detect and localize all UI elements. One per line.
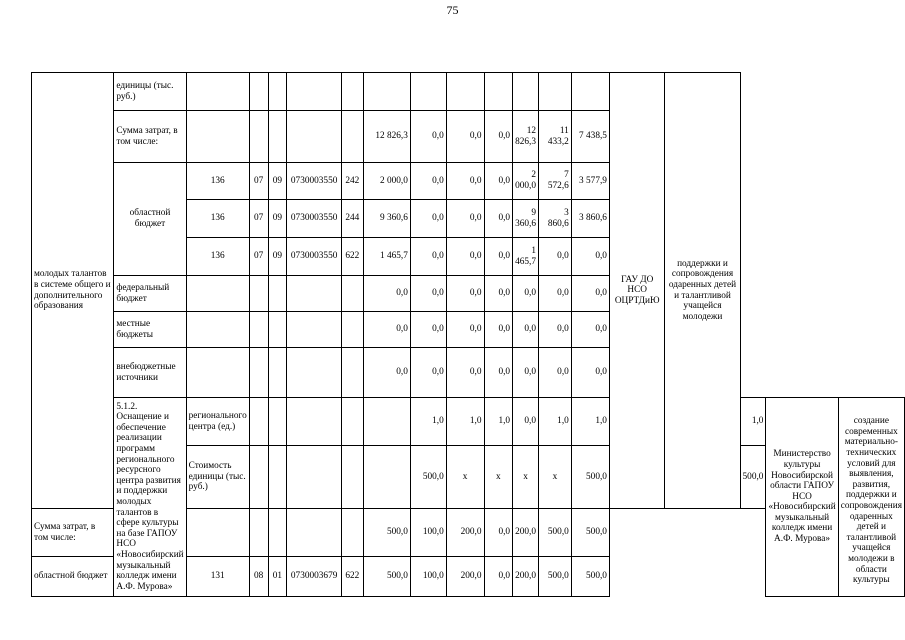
executor-cell: ГАУ ДО НСО ОЦРТДиЮ <box>609 73 665 509</box>
measure-name-cell: молодых талантов в системе общего и дополнительного образования <box>32 73 114 509</box>
value-cell: 1,0 <box>571 398 609 446</box>
value-cell: 0,0 <box>484 276 513 312</box>
value-cell: 0,0 <box>513 312 539 348</box>
value-cell: 100,0 <box>410 557 446 597</box>
value-cell: 200,0 <box>513 557 539 597</box>
value-cell: 0,0 <box>484 312 513 348</box>
value-cell: 0,0 <box>513 348 539 398</box>
table-row <box>32 111 905 163</box>
row-label: Сумма затрат, в том числе: <box>114 111 186 163</box>
value-cell: 0,0 <box>484 163 513 200</box>
value-cell: 0,0 <box>446 200 484 238</box>
code-cell: 08 <box>249 557 268 597</box>
value-cell: 500,0 <box>363 557 410 597</box>
result-cell: создание современных материально-технических условий для выявления, развития, поддержки и сопровождения одаренных детей и талантливой учащейся молодежи в области культуры <box>838 398 904 597</box>
value-cell: 0,0 <box>410 200 446 238</box>
value-cell: 7 438,5 <box>571 111 609 163</box>
value-cell: 11 433,2 <box>539 111 572 163</box>
value-cell: 500,0 <box>539 509 572 557</box>
code-cell: 622 <box>342 238 364 276</box>
value-cell: 9 360,6 <box>513 200 539 238</box>
value-cell: 0,0 <box>484 111 513 163</box>
value-cell: 0,0 <box>484 557 513 597</box>
value-cell: 0,0 <box>571 276 609 312</box>
code-cell: 0730003679 <box>287 557 342 597</box>
row-label: местные бюджеты <box>114 312 186 348</box>
value-cell: 500,0 <box>410 446 446 509</box>
value-cell: 0,0 <box>484 200 513 238</box>
code-cell: 09 <box>268 238 287 276</box>
code-cell: 244 <box>342 200 364 238</box>
value-cell: 0,0 <box>539 348 572 398</box>
value-cell: x <box>484 446 513 509</box>
row-label: Сумма затрат, в том числе: <box>32 509 114 557</box>
row-label: федеральный бюджет <box>114 276 186 312</box>
value-cell: 3 860,6 <box>571 200 609 238</box>
value-cell: 12 826,3 <box>363 111 410 163</box>
row-label: внебюджетные источники <box>114 348 186 398</box>
value-cell: 1,0 <box>539 398 572 446</box>
value-cell: 0,0 <box>539 276 572 312</box>
value-cell: 1,0 <box>410 398 446 446</box>
value-cell: 500,0 <box>571 446 609 509</box>
value-cell: 0,0 <box>539 238 572 276</box>
value-cell: 0,0 <box>410 348 446 398</box>
page-number: 75 <box>446 3 459 17</box>
value-cell: 0,0 <box>410 111 446 163</box>
value-cell: 500,0 <box>571 509 609 557</box>
code-cell: 09 <box>268 163 287 200</box>
value-cell: 0,0 <box>571 238 609 276</box>
value-cell: 7 572,6 <box>539 163 572 200</box>
value-cell: 0,0 <box>513 398 539 446</box>
value-cell: 2 000,0 <box>363 163 410 200</box>
value-cell: 500,0 <box>539 557 572 597</box>
value-cell: 0,0 <box>410 312 446 348</box>
code-cell: 01 <box>268 557 287 597</box>
row-label: единицы (тыс. руб.) <box>114 73 186 111</box>
code-cell: 0730003550 <box>287 238 342 276</box>
value-cell: 0,0 <box>446 238 484 276</box>
value-cell: 0,0 <box>513 276 539 312</box>
value-cell: 0,0 <box>410 276 446 312</box>
value-cell: 1 465,7 <box>513 238 539 276</box>
value-cell: 500,0 <box>363 509 410 557</box>
value-cell: 1,0 <box>446 398 484 446</box>
executor-cell: Министерство культуры Новосибирской области ГАПОУ НСО «Новосибирский музыкальный колледж имени А.Ф. Мурова» <box>766 398 838 597</box>
code-cell: 131 <box>186 557 249 597</box>
code-cell: 136 <box>186 163 249 200</box>
table-row <box>32 398 905 446</box>
value-cell: 0,0 <box>571 312 609 348</box>
value-cell: 0,0 <box>410 238 446 276</box>
code-cell: 07 <box>249 200 268 238</box>
value-cell: 100,0 <box>410 509 446 557</box>
value-cell: 0,0 <box>446 348 484 398</box>
code-cell: 09 <box>268 200 287 238</box>
value-cell: 3 860,6 <box>539 200 572 238</box>
value-cell: 200,0 <box>446 557 484 597</box>
row-label: Стоимость единицы (тыс. руб.) <box>186 446 249 509</box>
value-cell: 200,0 <box>446 509 484 557</box>
table-row <box>32 312 905 348</box>
value-cell: 0,0 <box>484 348 513 398</box>
value-cell: 3 577,9 <box>571 163 609 200</box>
table-row <box>32 348 905 398</box>
value-cell: x <box>446 446 484 509</box>
code-cell: 0730003550 <box>287 200 342 238</box>
table-row <box>32 73 905 111</box>
value-cell: 0,0 <box>571 348 609 398</box>
budget-table <box>31 72 905 597</box>
code-cell: 136 <box>186 238 249 276</box>
value-cell: 0,0 <box>363 348 410 398</box>
value-cell: 1,0 <box>740 398 766 446</box>
value-cell: 12 826,3 <box>513 111 539 163</box>
value-cell: 200,0 <box>513 509 539 557</box>
code-cell: 07 <box>249 238 268 276</box>
row-label: регионального центра (ед.) <box>186 398 249 446</box>
value-cell: 0,0 <box>446 312 484 348</box>
row-label: областной бюджет <box>32 557 114 597</box>
value-cell: 9 360,6 <box>363 200 410 238</box>
value-cell: 500,0 <box>571 557 609 597</box>
code-cell: 242 <box>342 163 364 200</box>
code-cell: 07 <box>249 163 268 200</box>
value-cell: 500,0 <box>740 446 766 509</box>
result-cell: поддержки и сопровождения одаренных детей и талантливой учащейся молодежи <box>665 73 740 509</box>
value-cell: 2 000,0 <box>513 163 539 200</box>
value-cell: x <box>539 446 572 509</box>
value-cell: 0,0 <box>410 163 446 200</box>
table-row <box>32 163 905 200</box>
value-cell: 0,0 <box>363 312 410 348</box>
value-cell: x <box>513 446 539 509</box>
value-cell: 0,0 <box>539 312 572 348</box>
value-cell: 0,0 <box>484 238 513 276</box>
value-cell: 0,0 <box>484 509 513 557</box>
row-label: областной бюджет <box>114 163 186 276</box>
value-cell: 0,0 <box>446 111 484 163</box>
table-row <box>32 276 905 312</box>
code-cell: 136 <box>186 200 249 238</box>
value-cell: 0,0 <box>446 276 484 312</box>
measure-name-cell: 5.1.2. Оснащение и обеспечение реализации программ регионального ресурсного центра развития и поддержки молодых талантов в сфере культуры на базе ГАПОУ НСО «Новосибирский музыкальный колледж имени А.Ф. Мурова» <box>114 398 186 597</box>
code-cell: 622 <box>342 557 364 597</box>
value-cell: 0,0 <box>363 276 410 312</box>
code-cell: 0730003550 <box>287 163 342 200</box>
value-cell: 0,0 <box>446 163 484 200</box>
value-cell: 1 465,7 <box>363 238 410 276</box>
value-cell: 1,0 <box>484 398 513 446</box>
